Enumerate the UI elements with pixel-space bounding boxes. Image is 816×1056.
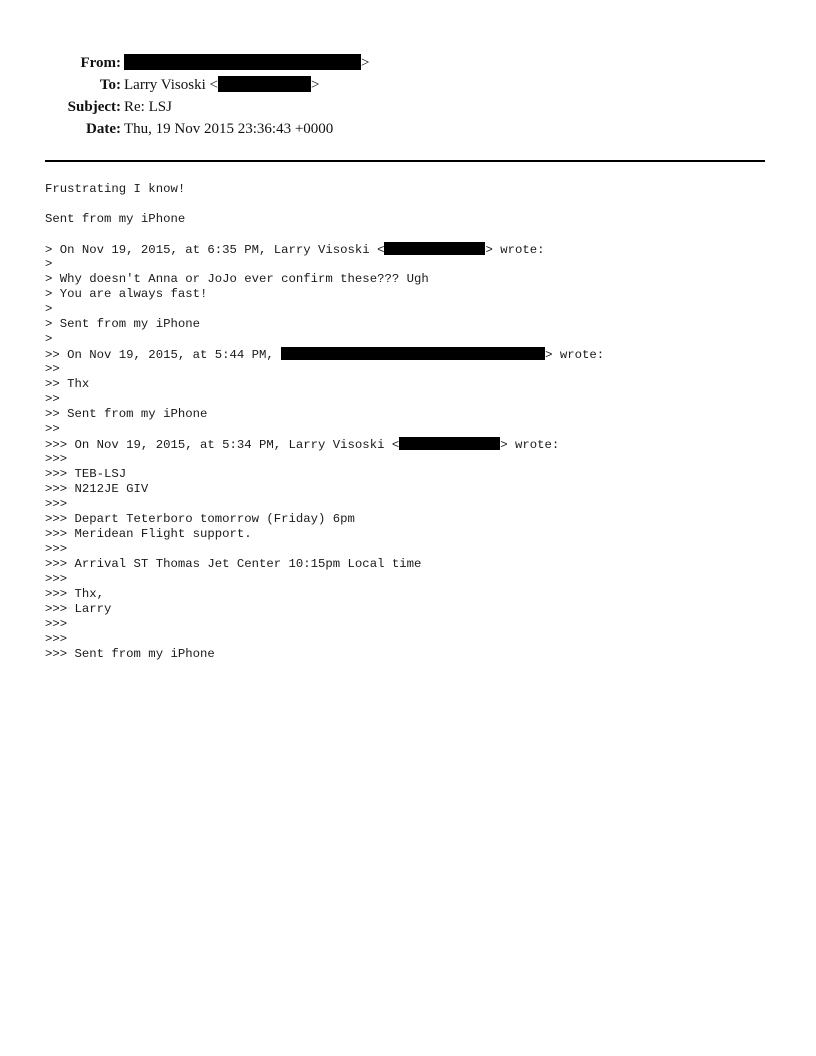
quoted-line: >>> (45, 617, 68, 631)
to-label: To: (99, 77, 121, 93)
to-name: Larry Visoski < (124, 77, 218, 93)
quoted-line: > (45, 302, 53, 316)
quoted-line: >> Sent from my iPhone (45, 407, 208, 421)
redaction-block (281, 347, 545, 360)
quoted-line: >>> Thx, (45, 587, 105, 601)
to-suffix: > (310, 77, 320, 93)
quoted-line: >>> Sent from my iPhone (45, 647, 215, 661)
quote-header-prefix: > On Nov 19, 2015, at 6:35 PM, Larry Visoski < (45, 243, 385, 257)
redaction-block (218, 76, 311, 92)
header-divider (45, 160, 765, 162)
quoted-line: > (45, 257, 53, 271)
quoted-line: >> (45, 362, 60, 376)
redaction-block (399, 437, 500, 450)
redaction-block (124, 54, 361, 70)
quoted-line: >>> TEB-LSJ (45, 467, 127, 481)
body-line: Frustrating I know! (45, 182, 186, 196)
date-value: Thu, 19 Nov 2015 23:36:43 +0000 (124, 121, 334, 137)
blank-line (45, 197, 604, 212)
quoted-header-line (45, 437, 604, 452)
quoted-line: >>> N212JE GIV (45, 482, 149, 496)
quoted-line: >>> Arrival ST Thomas Jet Center 10:15pm Local time (45, 557, 422, 571)
quote-header-suffix: > wrote: (500, 438, 560, 452)
redaction-block (384, 242, 485, 255)
email-body (45, 182, 604, 662)
from-suffix: > (361, 55, 370, 71)
quoted-header-line (45, 242, 604, 257)
quoted-line: >>> (45, 542, 68, 556)
blank-line (45, 227, 604, 242)
quote-header-prefix: >> On Nov 19, 2015, at 5:44 PM, (45, 348, 282, 362)
quoted-line: >> (45, 422, 60, 436)
quote-header-suffix: > wrote: (545, 348, 605, 362)
from-label: From: (80, 55, 121, 71)
quoted-line: >>> (45, 497, 68, 511)
subject-label: Subject: (67, 99, 121, 115)
quoted-line: > You are always fast! (45, 287, 208, 301)
quote-header-prefix: >>> On Nov 19, 2015, at 5:34 PM, Larry Visoski < (45, 438, 400, 452)
quoted-line: >> (45, 392, 60, 406)
quoted-line: >>> Depart Teterboro tomorrow (Friday) 6pm (45, 512, 355, 526)
quoted-line: >>> (45, 452, 68, 466)
quote-header-suffix: > wrote: (485, 243, 545, 257)
quoted-line: >>> (45, 572, 68, 586)
quoted-line: >> Thx (45, 377, 90, 391)
quoted-line: >>> (45, 632, 68, 646)
to-value (124, 74, 319, 96)
quoted-line: > (45, 332, 53, 346)
body-line: Sent from my iPhone (45, 212, 186, 226)
date-label: Date: (86, 121, 121, 137)
quoted-line: >>> Meridean Flight support. (45, 527, 252, 541)
quoted-line: > Why doesn't Anna or JoJo ever confirm these??? Ugh (45, 272, 429, 286)
subject-value: Re: LSJ (124, 99, 172, 115)
quoted-header-line (45, 347, 604, 362)
quoted-line: >>> Larry (45, 602, 112, 616)
quoted-line: > Sent from my iPhone (45, 317, 200, 331)
from-value (124, 52, 369, 74)
